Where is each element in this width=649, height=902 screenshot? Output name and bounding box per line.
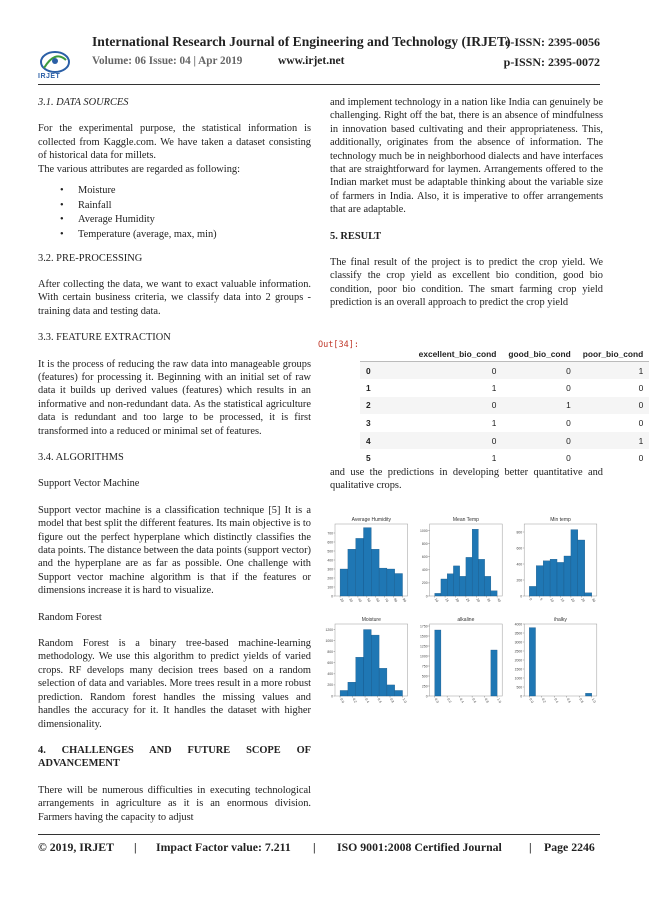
y-tick-label: 600 xyxy=(516,546,523,551)
paragraph: The final result of the project is to predict the crop yield. We classify the crop yield as excellent bio condition, good bio condition, poor bio condition. The smart farming crop yield prediction is an overall approach to predict the crop yield xyxy=(330,257,603,309)
histogram-grid xyxy=(318,514,602,714)
histogram-panel xyxy=(420,617,502,704)
x-tick-label: 0.2 xyxy=(540,697,547,704)
y-tick-label: 100 xyxy=(327,585,333,590)
chart-title: Mean Temp xyxy=(452,517,479,523)
table-cell: 1 xyxy=(577,432,649,450)
histogram-bar xyxy=(356,657,364,696)
paragraph: There will be numerous difficulties in executing technological arrangements in agriculture as it is an enormous division. Farmers having the capacity to adjust xyxy=(38,784,311,823)
y-tick-label: 750 xyxy=(421,664,428,669)
histogram-bar xyxy=(356,538,364,596)
histogram-panel xyxy=(420,517,502,603)
histogram-bar xyxy=(585,593,592,596)
table-cell: 1 xyxy=(491,382,497,393)
y-tick-label: 1200 xyxy=(325,627,333,632)
row-index: 1 xyxy=(366,382,371,393)
histogram-bar xyxy=(529,586,536,596)
histogram-bar xyxy=(340,569,348,596)
histogram-bar xyxy=(379,668,387,696)
table-header: excellent_bio_cond xyxy=(413,347,503,362)
section-heading: 5. RESULT xyxy=(330,230,382,242)
table-cell: 0 xyxy=(566,453,571,464)
separator: | xyxy=(134,840,137,854)
copyright: © 2019, IRJET xyxy=(38,840,114,854)
histogram-bar xyxy=(472,529,478,596)
list-item: • Temperature (average, max, min) xyxy=(38,228,311,242)
histogram-bar xyxy=(387,685,395,696)
y-tick-label: 800 xyxy=(421,541,428,546)
chart-title: Min temp xyxy=(550,517,571,523)
row-index: 0 xyxy=(360,362,413,380)
output-label: Out[34]: xyxy=(318,340,359,350)
table-cell: 0 xyxy=(577,397,649,415)
x-tick-label: 0.8 xyxy=(483,697,490,704)
paragraph: It is the process of reducing the raw data into manageable groups (features) for processing it. Beginning with an initial set of raw data it builds up derived values (features) which results in an informative and non-redundant data. As the statistical agriculture data is redundant and too large to be processed, it is first transformed into a reduced or minimal set of features. xyxy=(38,358,311,437)
row-index: 4 xyxy=(360,432,413,450)
y-tick-label: 1250 xyxy=(420,644,428,649)
section-heading: 3.1. DATA SOURCES xyxy=(38,97,129,108)
table-cell: 0 xyxy=(638,453,644,464)
table-row xyxy=(360,362,649,380)
table-cell: 0 xyxy=(502,432,576,450)
x-tick-label: 1.0 xyxy=(590,697,597,704)
histogram-bar xyxy=(348,682,356,696)
x-tick-label: 0.4 xyxy=(364,697,371,704)
x-tick-label: 0.8 xyxy=(578,697,585,704)
paragraph: After collecting the data, we want to exact valuable information. With certain business criteria, we classify data into 2 groups - training data and testing data. xyxy=(38,278,311,317)
histogram-panel xyxy=(517,517,597,603)
y-tick-label: 1000 xyxy=(420,528,428,533)
histogram-bar xyxy=(447,574,453,596)
paragraph: The various attributes are regarded as following: xyxy=(38,163,240,175)
table-cell: 0 xyxy=(566,382,571,393)
x-tick-label: 20 xyxy=(570,597,576,603)
page-header xyxy=(38,30,600,82)
x-tick-label: 70 xyxy=(383,597,390,603)
row-index: 5 xyxy=(366,453,371,464)
chart-title: Average Humidity xyxy=(351,517,391,523)
y-tick-label: 200 xyxy=(516,578,523,583)
header-divider xyxy=(38,84,600,85)
y-tick-label: 1000 xyxy=(325,638,333,643)
journal-title: International Research Journal of Engineering and Technology (IRJET) xyxy=(92,34,511,49)
y-tick-label: 600 xyxy=(421,555,428,560)
x-tick-label: 0.2 xyxy=(446,697,453,704)
x-tick-label: 5 xyxy=(538,597,544,602)
row-index: 3 xyxy=(366,418,371,429)
x-tick-label: 10 xyxy=(549,597,555,603)
y-tick-label: 0 xyxy=(331,694,333,699)
y-tick-label: 600 xyxy=(327,661,333,666)
table-cell: 1 xyxy=(491,453,497,464)
x-tick-label: 1.0 xyxy=(401,697,408,704)
y-tick-label: 0 xyxy=(520,594,523,599)
y-tick-label: 3500 xyxy=(514,631,523,636)
separator: | xyxy=(313,840,316,854)
table-cell: 1 xyxy=(491,418,497,429)
table-row xyxy=(360,449,649,467)
impact-factor: Impact Factor value: 7.211 xyxy=(156,840,291,854)
section-heading: 3.2. PRE-PROCESSING xyxy=(38,252,143,264)
histogram-bar xyxy=(387,569,395,596)
x-tick-label: 0.4 xyxy=(458,697,465,704)
table-header: good_bio_cond xyxy=(502,347,576,362)
histogram-panel xyxy=(327,517,407,603)
y-tick-label: 2500 xyxy=(514,649,523,654)
x-tick-label: 40 xyxy=(496,597,502,603)
row-index: 2 xyxy=(360,397,413,415)
eissn: e-ISSN: 2395-0056 xyxy=(505,35,600,49)
x-tick-label: 0.4 xyxy=(553,697,560,704)
table-cell: 0 xyxy=(413,397,503,415)
histogram-bar xyxy=(453,566,459,596)
y-tick-label: 200 xyxy=(421,581,428,586)
x-tick-label: 0.0 xyxy=(433,697,440,704)
footer-divider xyxy=(38,834,600,835)
y-tick-label: 400 xyxy=(327,558,333,563)
table-header: poor_bio_cond xyxy=(577,347,649,362)
histogram-bar xyxy=(536,566,543,596)
x-tick-label: 15 xyxy=(444,597,450,603)
list-item: • Moisture xyxy=(38,184,311,198)
histogram-bar xyxy=(585,693,591,696)
histogram-bar xyxy=(395,690,403,696)
table-cell: 0 xyxy=(413,362,503,380)
histogram-bar xyxy=(395,574,403,597)
x-tick-label: 0 xyxy=(528,597,533,602)
histogram-bar xyxy=(564,556,571,596)
logo-text: IRJET xyxy=(38,73,61,80)
y-tick-label: 500 xyxy=(327,549,333,554)
x-tick-label: 25 xyxy=(465,597,471,603)
x-tick-label: 50 xyxy=(365,597,372,603)
y-tick-label: 1750 xyxy=(420,624,428,629)
histogram-bar xyxy=(348,549,356,596)
y-tick-label: 800 xyxy=(516,530,523,535)
histogram-bar xyxy=(460,576,466,596)
chart-title: ihalky xyxy=(554,617,567,623)
y-tick-label: 1000 xyxy=(420,654,428,659)
x-tick-label: 0.0 xyxy=(528,697,535,704)
x-tick-label: 80 xyxy=(392,597,399,603)
table-cell: 0 xyxy=(413,432,503,450)
separator: | xyxy=(529,840,532,854)
histogram-bar xyxy=(578,540,585,596)
y-tick-label: 400 xyxy=(421,568,428,573)
x-tick-label: 0.0 xyxy=(339,697,346,704)
paragraph: For the experimental purpose, the statistical information is collected from Kaggle.com. We have taken a dataset consisting of historical data for millets. xyxy=(38,123,311,162)
histogram-bar xyxy=(557,562,564,596)
table-cell: 0 xyxy=(638,382,644,393)
x-tick-label: 0.6 xyxy=(376,697,383,704)
chart-title: Moisture xyxy=(361,617,381,623)
table-row xyxy=(360,414,649,432)
histogram-bar xyxy=(543,561,550,596)
website-link[interactable]: www.irjet.net xyxy=(278,55,345,67)
y-tick-label: 300 xyxy=(327,567,333,572)
y-tick-label: 500 xyxy=(421,674,428,679)
histogram-bar xyxy=(491,650,497,696)
x-tick-label: 30 xyxy=(590,597,597,603)
volume-info: Volume: 06 Issue: 04 | Apr 2019 xyxy=(92,55,243,67)
histogram-panel xyxy=(325,617,407,704)
right-column-continued xyxy=(330,466,603,506)
table-row xyxy=(360,379,649,397)
x-tick-label: 0.6 xyxy=(471,697,478,704)
histogram-bar xyxy=(435,630,441,696)
left-column xyxy=(38,96,311,837)
histogram-bar xyxy=(340,690,348,696)
histogram-bar xyxy=(550,559,557,596)
x-tick-label: 25 xyxy=(580,597,586,603)
paragraph: Support vector machine is a classification technique [5] It is a model that best split the different features. Its main objective is to figure out the perfect hyperplane which distinctly classifies the data points. The distance between the data points (support vector) and the hyperplane are as far as possible. One challenge with Support vector machine algorithm is that if the features or dimensions increase it is hard to visualize. xyxy=(38,504,311,597)
paragraph: Random Forest is a binary tree-based machine-learning methodology. We use this algorithm to predict yields of varied crops. RF develops many decision trees based on a random selection of data and variables. More trees result in a more robust prediction. Random forest handles the missing values and handles the accuracy for it. It handles the dataset with higher dimensionality. xyxy=(38,638,311,730)
table-cell: 0 xyxy=(638,418,644,429)
y-tick-label: 200 xyxy=(327,576,333,581)
y-tick-label: 500 xyxy=(516,685,523,690)
y-tick-label: 4000 xyxy=(514,622,523,627)
x-tick-label: 20 xyxy=(454,597,460,603)
x-tick-label: 60 xyxy=(374,597,381,603)
x-tick-label: 0.8 xyxy=(389,697,395,704)
histogram-bar xyxy=(485,576,491,596)
y-tick-label: 1000 xyxy=(514,676,523,681)
y-tick-label: 1500 xyxy=(420,634,428,639)
table-cell: 1 xyxy=(502,397,576,415)
x-tick-label: 40 xyxy=(357,597,363,603)
pissn: p-ISSN: 2395-0072 xyxy=(503,55,600,69)
y-tick-label: 0 xyxy=(520,694,523,699)
x-tick-label: 10 xyxy=(433,597,440,603)
table-cell: 0 xyxy=(502,362,576,380)
x-tick-label: 90 xyxy=(401,597,408,603)
histogram-bar xyxy=(435,593,441,596)
list-item: • Rainfall xyxy=(38,199,311,213)
histogram-bar xyxy=(379,568,387,596)
x-tick-label: 20 xyxy=(339,597,345,603)
y-tick-label: 0 xyxy=(425,594,428,599)
section-heading: 3.4. ALGORITHMS xyxy=(38,452,124,463)
y-tick-label: 0 xyxy=(425,694,428,699)
y-tick-label: 250 xyxy=(421,684,428,689)
x-tick-label: 30 xyxy=(348,597,354,603)
x-tick-label: 30 xyxy=(475,597,481,603)
x-tick-label: 1.0 xyxy=(496,697,503,704)
y-tick-label: 400 xyxy=(516,562,523,567)
subsection-heading: Random Forest xyxy=(38,611,102,623)
histogram-bar xyxy=(363,528,371,596)
x-tick-label: 0.2 xyxy=(351,697,358,704)
y-tick-label: 700 xyxy=(327,531,333,536)
chart-title: alkaline xyxy=(457,617,475,623)
histogram-bar xyxy=(363,630,371,696)
table-cell: 0 xyxy=(566,418,571,429)
y-tick-label: 1500 xyxy=(514,667,523,672)
right-column xyxy=(330,96,603,323)
y-tick-label: 3000 xyxy=(514,640,523,645)
table-row xyxy=(360,397,649,415)
x-tick-label: 15 xyxy=(559,597,565,603)
histogram-bar xyxy=(529,628,535,696)
table-header xyxy=(360,347,413,362)
prediction-table xyxy=(360,347,649,467)
histogram-panel xyxy=(515,617,597,704)
histogram-bar xyxy=(371,635,379,696)
x-tick-label: 0.6 xyxy=(565,697,572,704)
histogram-bar xyxy=(478,559,484,596)
section-heading: 3.3. FEATURE EXTRACTION xyxy=(38,332,171,344)
y-tick-label: 800 xyxy=(327,649,333,654)
histogram-bar xyxy=(441,579,447,596)
histogram-bar xyxy=(571,530,578,596)
histogram-bar xyxy=(371,549,379,596)
list-item: • Average Humidity xyxy=(38,213,311,227)
y-tick-label: 200 xyxy=(327,683,333,688)
paragraph: and use the predictions in developing better quantitative and qualitative crops. xyxy=(330,467,603,492)
table-cell: 1 xyxy=(577,362,649,380)
histogram-bar xyxy=(466,557,472,596)
histogram-bar xyxy=(491,591,497,596)
y-tick-label: 600 xyxy=(327,540,333,545)
y-tick-label: 400 xyxy=(327,672,333,677)
subsection-heading: Support Vector Machine xyxy=(38,478,140,490)
iso-certification: ISO 9001:2008 Certified Journal xyxy=(337,840,502,854)
page-number: Page 2246 xyxy=(544,840,595,854)
y-tick-label: 0 xyxy=(331,594,333,599)
attribute-list xyxy=(38,184,311,242)
table-row xyxy=(360,432,649,450)
y-tick-label: 2000 xyxy=(514,658,523,663)
paragraph: and implement technology in a nation like India can genuinely be challenging. Right off the bat, there is an absence of mindfulness in innovation based cultivating and their appropriateness. This, additionally, originates from the absence of information. The technology much be in neighborhood dialects and have interfaces that are straightforward for laymen. Arrangements offered to the Indian market must be adaptable thinking about the variable size of farmers in India. Also, it is imperative to offer arrangements that are adaptable. xyxy=(330,97,603,216)
x-tick-label: 35 xyxy=(485,597,492,603)
section-heading: 4. CHALLENGES AND FUTURE SCOPE OF ADVANCEMENT xyxy=(38,744,311,770)
